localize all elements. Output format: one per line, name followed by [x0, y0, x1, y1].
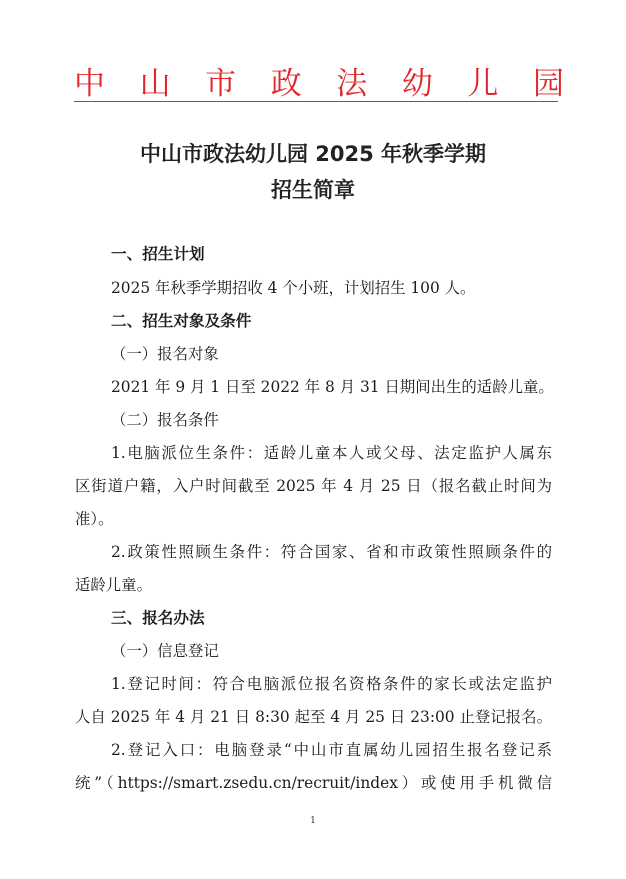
- paragraph-line: 1.电脑派位生条件：适龄儿童本人或父母、法定监护人属东: [111, 444, 552, 462]
- org-name-char: 幼: [401, 66, 433, 102]
- doc-title-line2: 招生简章: [271, 178, 355, 202]
- org-name-char: 中: [74, 66, 105, 102]
- paragraph-line: 人自 2025 年 4 月 21 日 8:30 起至 4 月 25 日 23:00 止登记报名。: [75, 708, 552, 726]
- section-heading-registration: 三、报名办法: [111, 609, 205, 627]
- subheading-applicants: （一）报名对象: [111, 345, 219, 363]
- paragraph: 2025 年秋季学期招收 4 个小班，计划招生 100 人。: [111, 279, 476, 297]
- paragraph-line: 2.登记入口：电脑登录“中山市直属幼儿园招生报名登记系: [111, 741, 552, 759]
- page-number: 1: [310, 816, 316, 826]
- org-name: [74, 64, 564, 104]
- section-heading-plan: 一、招生计划: [111, 245, 205, 263]
- org-name-char: 法: [336, 66, 368, 102]
- paragraph-line: 适龄儿童。: [75, 576, 152, 594]
- paragraph-line: 统”（https://smart.zsedu.cn/recruit/index）或使用手机微信: [75, 774, 552, 792]
- org-name-char: 园: [532, 66, 564, 102]
- org-name-char: 儿: [467, 66, 499, 102]
- paragraph-line: 2.政策性照顾生条件：符合国家、省和市政策性照顾条件的: [111, 543, 552, 561]
- paragraph-line: 准）。: [75, 510, 114, 528]
- org-letterhead: [0, 64, 626, 106]
- org-name-char: 山: [139, 66, 171, 102]
- letterhead-divider: [74, 101, 558, 102]
- subheading-conditions: （二）报名条件: [111, 411, 219, 429]
- doc-title-line1: 中山市政法幼儿园 2025 年秋季学期: [139, 142, 487, 166]
- paragraph-line: 区街道户籍，入户时间截至 2025 年 4 月 25 日（报名截止时间为: [75, 477, 552, 495]
- subheading-info-registration: （一）信息登记: [111, 642, 219, 660]
- org-name-char: 市: [205, 66, 237, 102]
- org-name-char: 政: [270, 66, 302, 102]
- paragraph-line: 1.登记时间：符合电脑派位报名资格条件的家长或法定监护: [111, 675, 552, 693]
- section-heading-eligibility: 二、招生对象及条件: [111, 312, 252, 330]
- paragraph: 2021 年 9 月 1 日至 2022 年 8 月 31 日期间出生的适龄儿童。: [111, 378, 554, 396]
